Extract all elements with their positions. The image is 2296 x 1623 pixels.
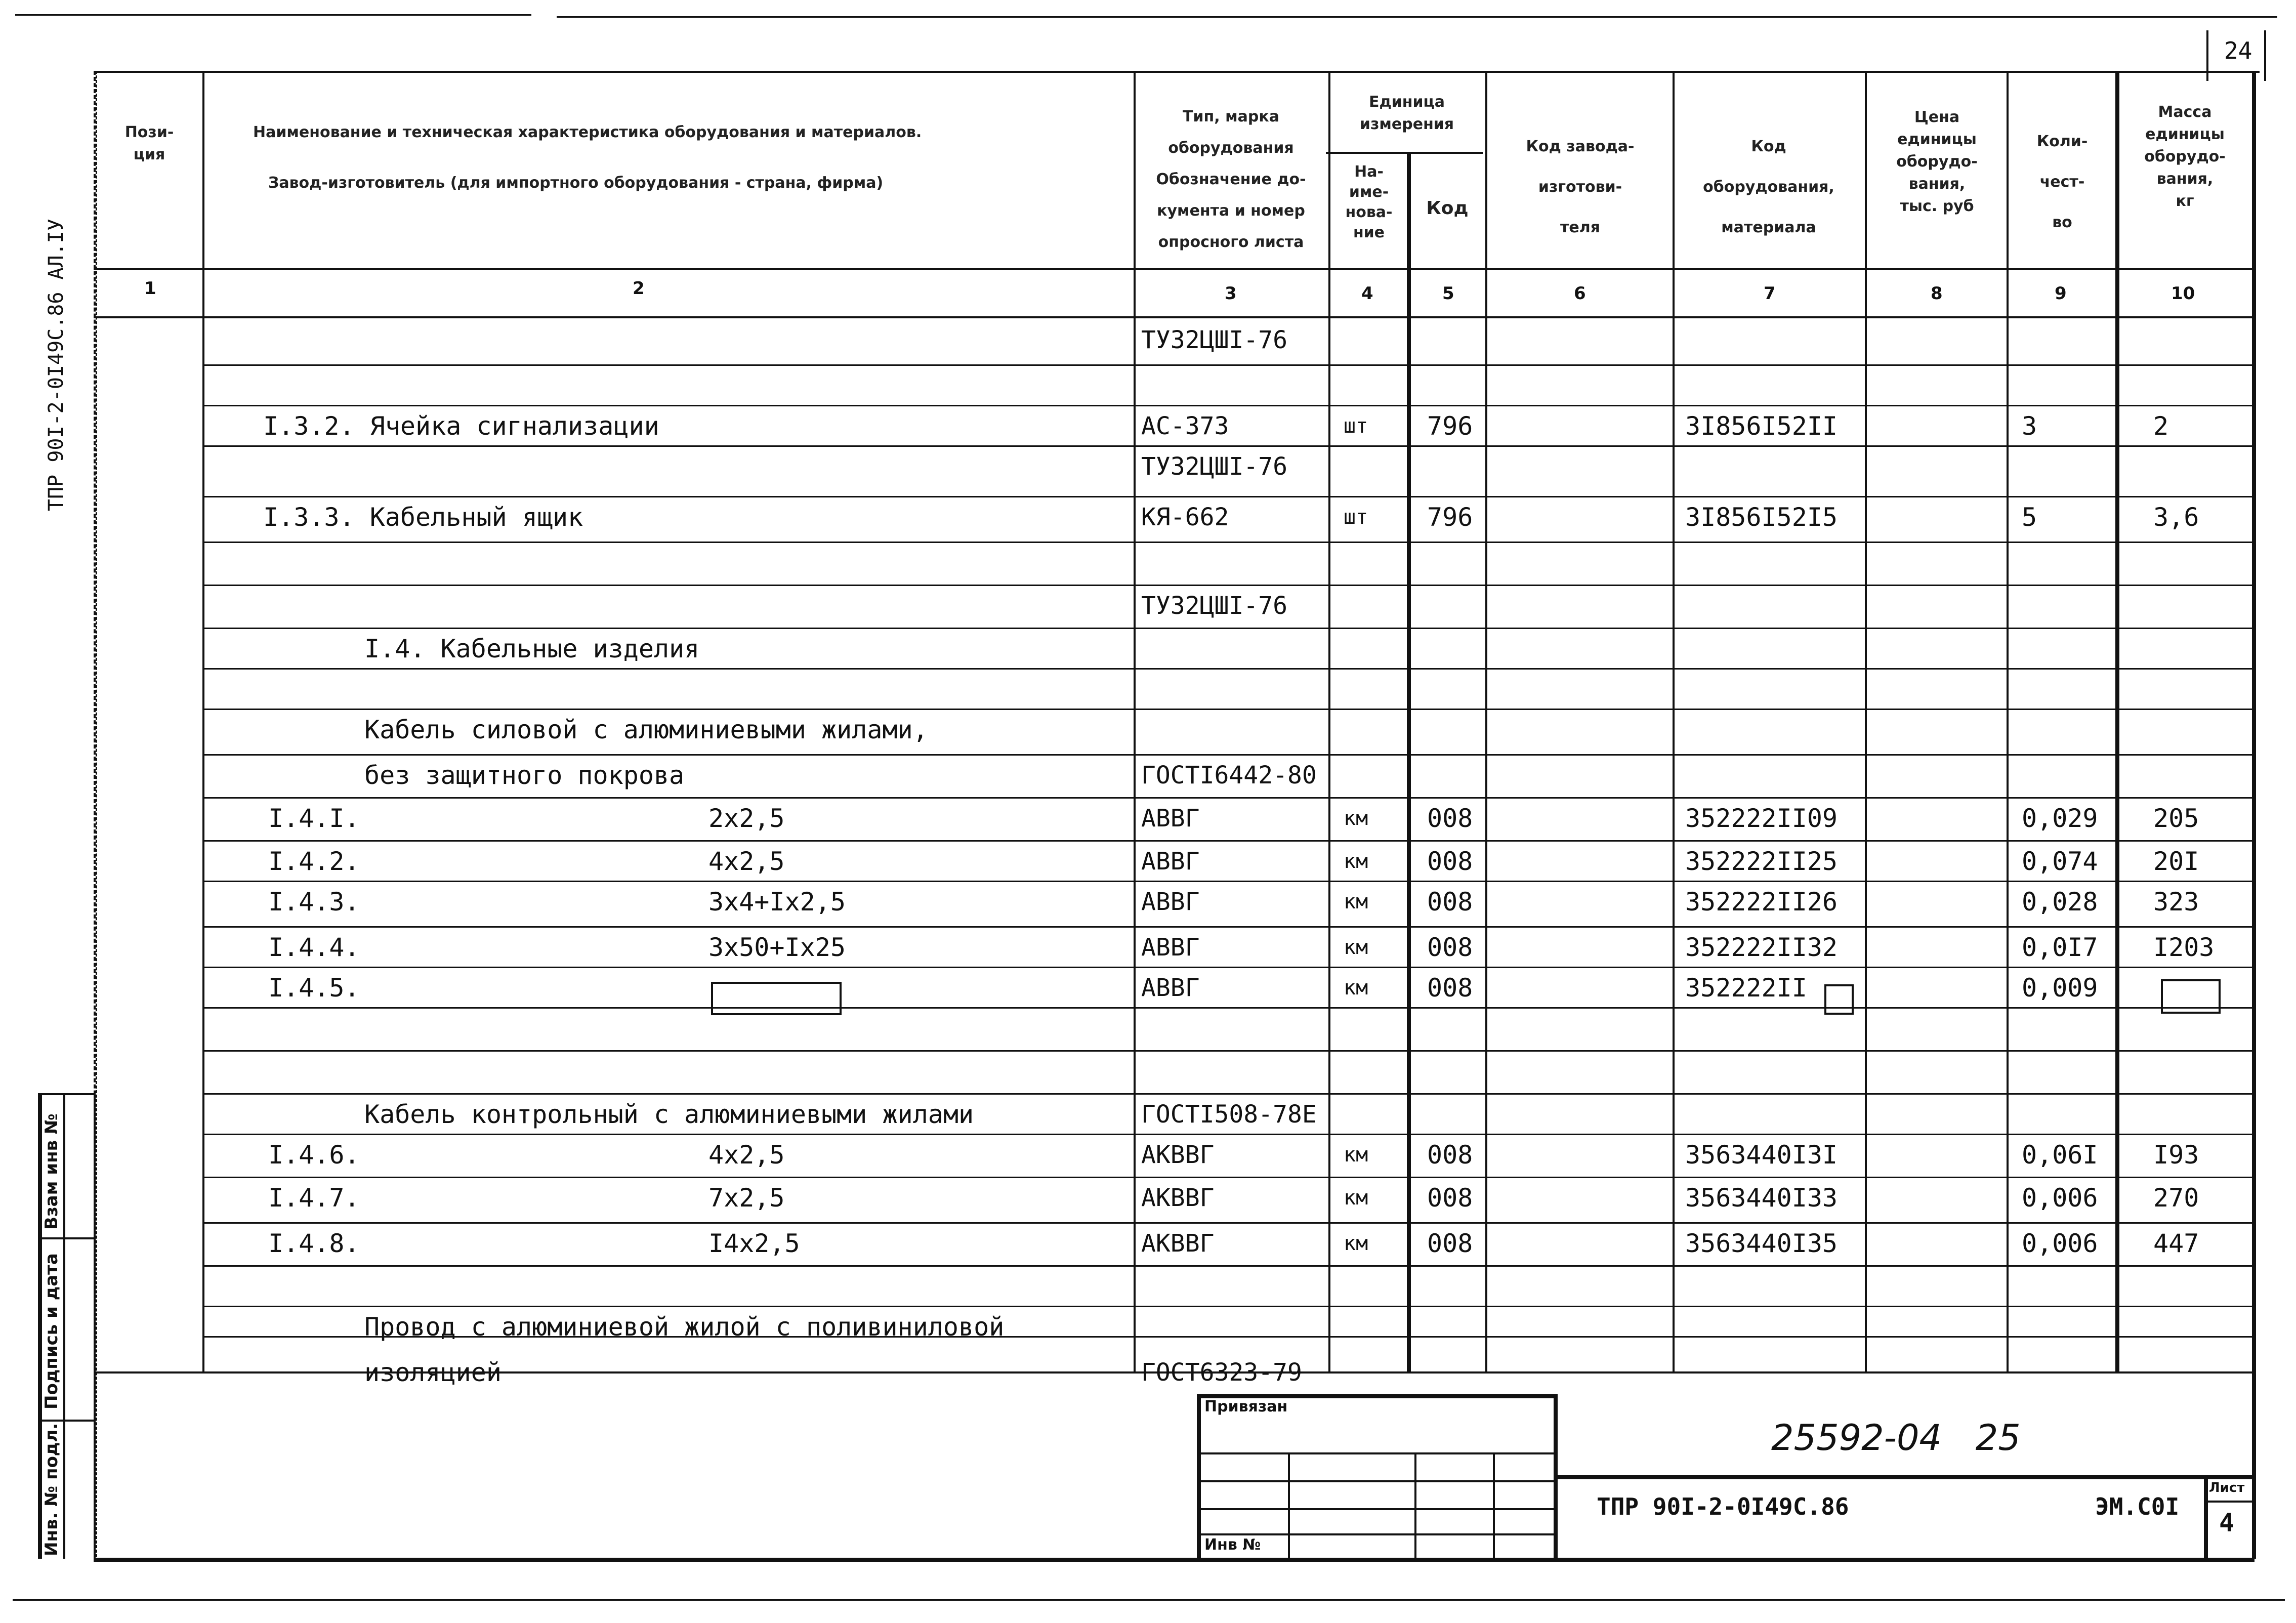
row-line [202, 1306, 2255, 1307]
cell-unit: км [1344, 850, 1368, 873]
cell-mass: 2 [2153, 411, 2169, 441]
cell-mat: 352222II09 [1685, 804, 1838, 833]
cell-type: ТУ32ЦШI-76 [1141, 592, 1287, 620]
header-manufacturer: Завод-изготовитель (для импортного оборудования - страна, фирма) [268, 174, 884, 192]
cell-code: 008 [1427, 1183, 1473, 1213]
cell-mat: 3563440I33 [1685, 1183, 1838, 1213]
cell-type: АВВГ [1141, 974, 1200, 1002]
cell-code: 008 [1427, 804, 1473, 833]
stamp-handwritten-number: 25592-04 25 [1771, 1417, 2021, 1459]
cell-type: АВВГ [1141, 888, 1200, 916]
margin-inner-right [94, 1093, 96, 1559]
cell-mass: 3,6 [2153, 503, 2199, 532]
stamp-bottom-line [94, 1558, 2255, 1562]
cell-qty: 0,006 [2022, 1183, 2098, 1213]
stamp-privyazan: Привязан [1204, 1398, 1288, 1416]
margin-top [38, 1093, 94, 1095]
cell-name: Кабель контрольный с алюминиевыми жилами [364, 1100, 974, 1129]
col-sep-4 [1407, 152, 1411, 1371]
cell-mass: I93 [2153, 1140, 2199, 1170]
cell-type: АВВГ [1141, 933, 1200, 962]
stamp-list-number: 4 [2219, 1508, 2235, 1537]
cell-name: I.3.2. Ячейка сигнализации [263, 411, 659, 441]
header-mass: Масса единицы оборудо- вания, кг [2144, 103, 2226, 210]
cell-type: ТУ32ЦШI-76 [1141, 326, 1287, 354]
stamp-row-2 [1199, 1480, 1554, 1482]
cell-mat: 3563440I35 [1685, 1229, 1838, 1258]
row-line [202, 445, 2255, 447]
margin-inner-left [63, 1093, 65, 1559]
header-material-code: Код оборудования, материала [1703, 138, 1834, 236]
cell-pos: I.4.I. [268, 804, 360, 833]
cell-code: 008 [1427, 847, 1473, 876]
col-number-7: 7 [1764, 283, 1776, 304]
cell-qty: 0,006 [2022, 1229, 2098, 1258]
cell-mass: 323 [2153, 887, 2199, 917]
col-number-5: 5 [1442, 283, 1454, 304]
cell-mass: I203 [2153, 933, 2215, 962]
cell-type: АКВВГ [1141, 1229, 1215, 1258]
cell-mass: 270 [2153, 1183, 2199, 1213]
cell-unit: шт [1344, 506, 1368, 529]
cell-pos: I.4.3. [268, 887, 360, 917]
stamp-v2 [1414, 1452, 1416, 1559]
stamp-v1 [1288, 1452, 1290, 1559]
cell-mat: 3I856I52II [1685, 411, 1838, 441]
blank-box-code [1824, 984, 1854, 1015]
cell-mat: 352222II26 [1685, 887, 1838, 917]
cell-name: I4х2,5 [708, 1229, 800, 1258]
header-factory-code: Код завода- изготови- теля [1526, 138, 1635, 236]
cell-qty: 5 [2022, 503, 2037, 532]
stamp-row-4 [1199, 1533, 1554, 1535]
cell-code: 008 [1427, 1140, 1473, 1170]
row-line [202, 967, 2255, 968]
stamp-sheet-code: ЭМ.С0I [2095, 1493, 2180, 1520]
sheet-corner-number: 24 [2224, 37, 2252, 64]
cell-mass: 205 [2153, 804, 2199, 833]
col-number-9: 9 [2055, 283, 2067, 304]
col-number-6: 6 [1574, 283, 1586, 304]
cell-pos: I.4.8. [268, 1229, 360, 1258]
cell-unit: шт [1344, 414, 1368, 438]
row-line [202, 496, 2255, 497]
header-position: Пози- ция [124, 123, 174, 163]
stamp-inv-no: Инв № [1204, 1536, 1261, 1554]
col-number-8: 8 [1931, 283, 1943, 304]
cell-name: 3х50+Iх25 [708, 933, 846, 962]
row-line [202, 1134, 2255, 1135]
row-line [202, 754, 2255, 756]
col-number-10: 10 [2171, 283, 2195, 304]
stamp-v3 [1493, 1452, 1495, 1559]
row-line [202, 1222, 2255, 1224]
margin-sep-1 [38, 1237, 94, 1239]
cell-type: КЯ-662 [1141, 503, 1229, 531]
cell-qty: 0,0I7 [2022, 933, 2098, 962]
cell-pos: I.4.5. [268, 973, 360, 1003]
cell-name: 4х2,5 [708, 847, 785, 876]
margin-inv-podl: Инв. № подл. [41, 1423, 62, 1556]
cell-mat: 3563440I3I [1685, 1140, 1838, 1170]
cell-unit: км [1344, 1232, 1368, 1255]
cell-pos: I.4.7. [268, 1183, 360, 1213]
cell-pos: I.4.6. [268, 1140, 360, 1170]
list-box-left [2204, 1475, 2208, 1559]
cell-mass: 447 [2153, 1229, 2199, 1258]
header-unit-code: Код [1426, 198, 1469, 219]
blank-box-mass [2161, 979, 2221, 1014]
col-number-1: 1 [144, 278, 156, 299]
row-line [202, 881, 2255, 882]
row-line [202, 926, 2255, 928]
cell-name: 4х2,5 [708, 1140, 785, 1170]
row-line [202, 405, 2255, 406]
row-line [202, 364, 2255, 366]
cell-type: АВВГ [1141, 847, 1200, 876]
cell-mass: 20I [2153, 847, 2199, 876]
row-line [202, 542, 2255, 543]
header-numbers-line [94, 316, 2255, 318]
cell-unit: км [1344, 1186, 1368, 1210]
stamp-list-label: Лист [2209, 1480, 2245, 1495]
header-unit-name: На- име- нова- ние [1345, 163, 1393, 241]
col-number-2: 2 [633, 278, 645, 299]
cell-code: 796 [1427, 503, 1473, 532]
header-quantity: Коли- чест- во [2036, 133, 2088, 231]
margin-podpis-data: Подпись и дата [41, 1253, 62, 1409]
col-number-4: 4 [1361, 283, 1373, 304]
cell-code: 008 [1427, 1229, 1473, 1258]
stamp-row-3 [1199, 1508, 1554, 1510]
cell-type: АКВВГ [1141, 1141, 1215, 1169]
row-line [202, 1093, 2255, 1095]
blank-box-name [711, 982, 842, 1015]
list-box-mid [2204, 1501, 2252, 1503]
cell-code: 008 [1427, 933, 1473, 962]
cell-qty: 0,029 [2022, 804, 2098, 833]
stamp-right-top [1554, 1475, 2252, 1479]
header-type: Тип, марка оборудования Обозначение до- кумента и номер опросного листа [1156, 108, 1306, 251]
row-line [202, 797, 2255, 799]
cell-code: 008 [1427, 973, 1473, 1003]
cell-mat: 352222II25 [1685, 847, 1838, 876]
cell-mat: 3I856I52I5 [1685, 503, 1838, 532]
cell-qty: 0,06I [2022, 1140, 2098, 1170]
cell-qty: 0,028 [2022, 887, 2098, 917]
cell-type: ГОСТ6323-79 [1141, 1358, 1302, 1387]
header-bottom-line [94, 268, 2255, 270]
cell-qty: 0,074 [2022, 847, 2098, 876]
cell-qty: 3 [2022, 411, 2037, 441]
cell-pos: I.4.4. [268, 933, 360, 962]
cell-name: I.4. Кабельные изделия [364, 634, 700, 663]
col-number-3: 3 [1225, 283, 1237, 304]
row-line [202, 1265, 2255, 1267]
cell-pos: I.4.2. [268, 847, 360, 876]
stamp-left [1197, 1394, 1201, 1561]
row-line [202, 840, 2255, 842]
cell-name: 7х2,5 [708, 1183, 785, 1213]
cell-type: АВВГ [1141, 804, 1200, 833]
bottom-rule [13, 1599, 2285, 1601]
cell-qty: 0,009 [2022, 973, 2098, 1003]
cell-type: ГОСТI508-78Е [1141, 1100, 1317, 1129]
cell-name: 2х2,5 [708, 804, 785, 833]
row-line [202, 628, 2255, 629]
header-name: Наименование и техническая характеристика оборудования и материалов. [253, 123, 922, 141]
cell-name: без защитного покрова [364, 761, 685, 790]
cell-name: изоляцией [364, 1358, 502, 1387]
cell-unit: км [1344, 890, 1368, 913]
cell-unit: км [1344, 1143, 1368, 1167]
top-rule-2 [557, 16, 2277, 18]
row-line [202, 668, 2255, 670]
cell-mat: 352222II [1685, 973, 1807, 1003]
row-line [202, 709, 2255, 710]
header-unit: Единица измерения [1359, 93, 1454, 133]
cell-code: 796 [1427, 411, 1473, 441]
unit-sub-line [1326, 152, 1483, 154]
cell-name: Кабель силовой с алюминиевыми жилами, [364, 715, 928, 744]
cell-name: Провод с алюминиевой жилой с поливиниловой [364, 1312, 1005, 1342]
stamp-row-1 [1199, 1452, 1554, 1454]
stamp-document-code: ТПР 90I-2-0I49С.86 [1597, 1493, 1849, 1520]
cell-type: АКВВГ [1141, 1184, 1215, 1212]
row-line [202, 1007, 2255, 1009]
header-price: Цена единицы оборудо- вания, тыс. руб [1896, 108, 1978, 215]
top-rule [15, 14, 531, 16]
cell-type: ТУ32ЦШI-76 [1141, 452, 1287, 481]
row-line [202, 1177, 2255, 1178]
margin-sep-2 [38, 1420, 94, 1422]
table-right-border [2252, 71, 2256, 1559]
cell-unit: км [1344, 807, 1368, 830]
cell-code: 008 [1427, 887, 1473, 917]
side-document-code: ТПР 90I-2-0I49С.86 АЛ.IУ [45, 219, 68, 511]
cell-type: АС-373 [1141, 412, 1229, 440]
cell-unit: км [1344, 936, 1368, 959]
cell-unit: км [1344, 976, 1368, 1000]
row-line [202, 1050, 2255, 1052]
cell-name: I.3.3. Кабельный ящик [263, 503, 583, 532]
cell-mat: 352222II32 [1685, 933, 1838, 962]
cell-name: 3х4+Iх2,5 [708, 887, 846, 917]
table-top-border [94, 71, 2260, 73]
margin-vzam-inv: Взам инв № [41, 1113, 62, 1230]
row-line [202, 585, 2255, 586]
cell-type: ГОСТI6442-80 [1141, 761, 1317, 789]
stamp-top-line [94, 1371, 2255, 1374]
